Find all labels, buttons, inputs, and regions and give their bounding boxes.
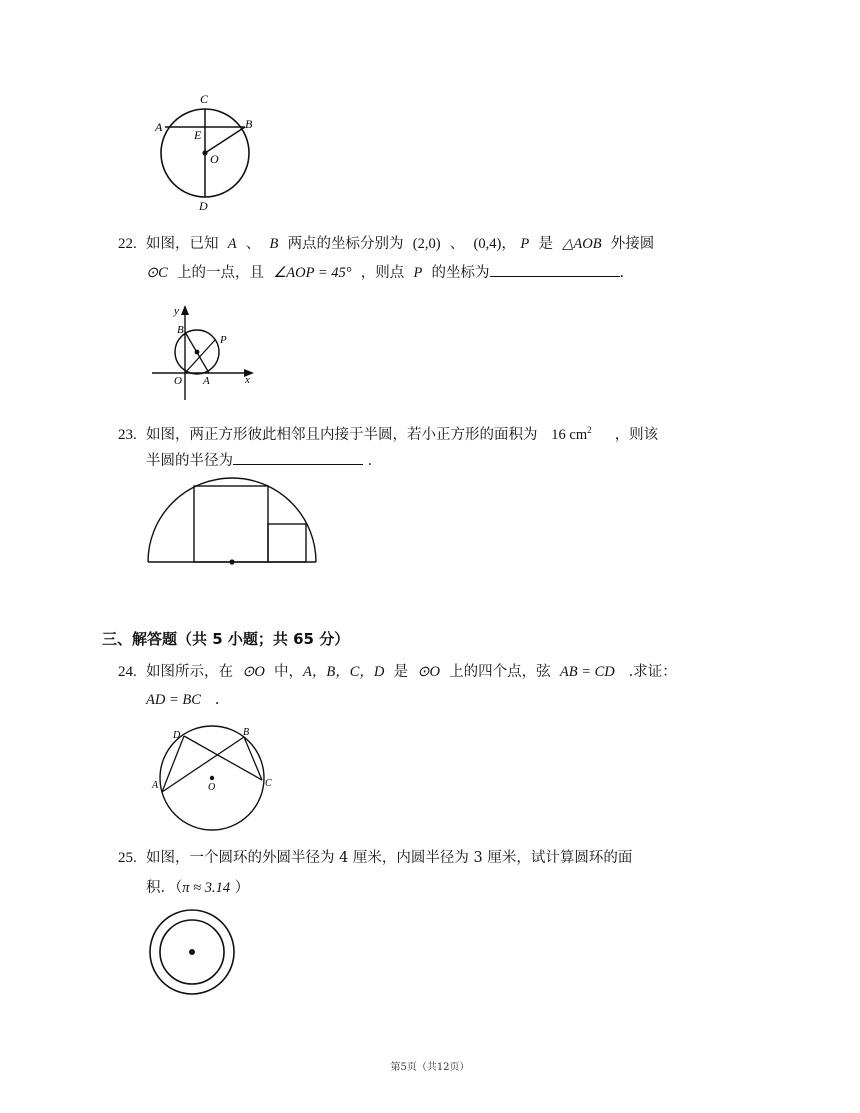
radius-ob	[205, 127, 245, 153]
center-dot	[229, 559, 234, 564]
q23-line-2: 半圆的半径为 ．	[146, 450, 382, 471]
y-axis-arrow	[181, 305, 189, 315]
label-a: A	[155, 120, 163, 134]
label-x: x	[245, 374, 250, 386]
label-o: O	[174, 375, 182, 387]
center-dot	[210, 776, 214, 780]
label-a: A	[152, 780, 159, 791]
center-dot	[202, 150, 207, 155]
center-dot	[189, 949, 195, 955]
label-c: C	[200, 92, 209, 106]
label-p: P	[220, 334, 227, 346]
label-c: C	[265, 778, 272, 789]
q23-line-1: 23. 如图，两正方形彼此相邻且内接于半圆，若小正方形的面积为 16 $cm^2$ ，则该	[118, 425, 659, 443]
section-heading: 三、解答题（共 5 小题；共 65 分）	[102, 630, 350, 648]
answer-blank[interactable]	[233, 450, 363, 465]
label-e: E	[194, 128, 202, 142]
label-b: B	[177, 324, 184, 336]
question-number: 22.	[118, 236, 137, 252]
segment-op	[185, 340, 215, 373]
label-d: D	[199, 199, 208, 213]
chord-bc	[244, 737, 262, 780]
q22-line-1: 22. 如图，已知 A 、 B 两点的坐标分别为 (2,0) 、 (0,4)， P 是 △AOB 外接圆	[118, 236, 655, 252]
figure-q25-annulus	[146, 906, 240, 1000]
figure-q22-axes	[148, 300, 260, 402]
question-number: 23.	[118, 426, 137, 443]
question-number: 25.	[118, 850, 137, 866]
page-footer: 第5页（共12页）	[390, 1062, 470, 1073]
q25-line-2: 积．（π ≈ 3.14 ）	[146, 880, 250, 896]
q22-line-2: ⊙C 上的一点，且 ∠AOP = 45° ，则点 P 的坐标为 .	[146, 262, 624, 283]
large-square	[194, 486, 268, 562]
label-o: O	[208, 782, 216, 793]
figure-q24-circle	[148, 722, 278, 834]
q25-line-1: 25. 如图，一个圆环的外圆半径为 4 厘米，内圆半径为 3 厘米，试计算圆环的面	[118, 850, 633, 866]
small-square	[268, 524, 306, 562]
figure-q23-semicircle	[140, 470, 328, 570]
label-b: B	[245, 117, 253, 131]
q24-line-1: 24. 如图所示，在 ⊙O 中，A，B，C，D 是 ⊙O 上的四个点，弦 AB = CD .求证：	[118, 664, 677, 680]
answer-blank[interactable]	[490, 262, 620, 277]
label-a: A	[203, 375, 210, 387]
question-number: 24.	[118, 664, 137, 680]
label-o: O	[210, 152, 219, 166]
label-y: y	[174, 305, 179, 317]
label-d: D	[173, 730, 181, 741]
q24-line-2: AD = BC .	[146, 692, 220, 708]
center-dot	[195, 350, 200, 355]
chord-ab	[162, 737, 244, 792]
semicircle-arc	[148, 478, 316, 562]
figure-q21-circle	[150, 88, 260, 216]
label-b: B	[243, 727, 250, 738]
